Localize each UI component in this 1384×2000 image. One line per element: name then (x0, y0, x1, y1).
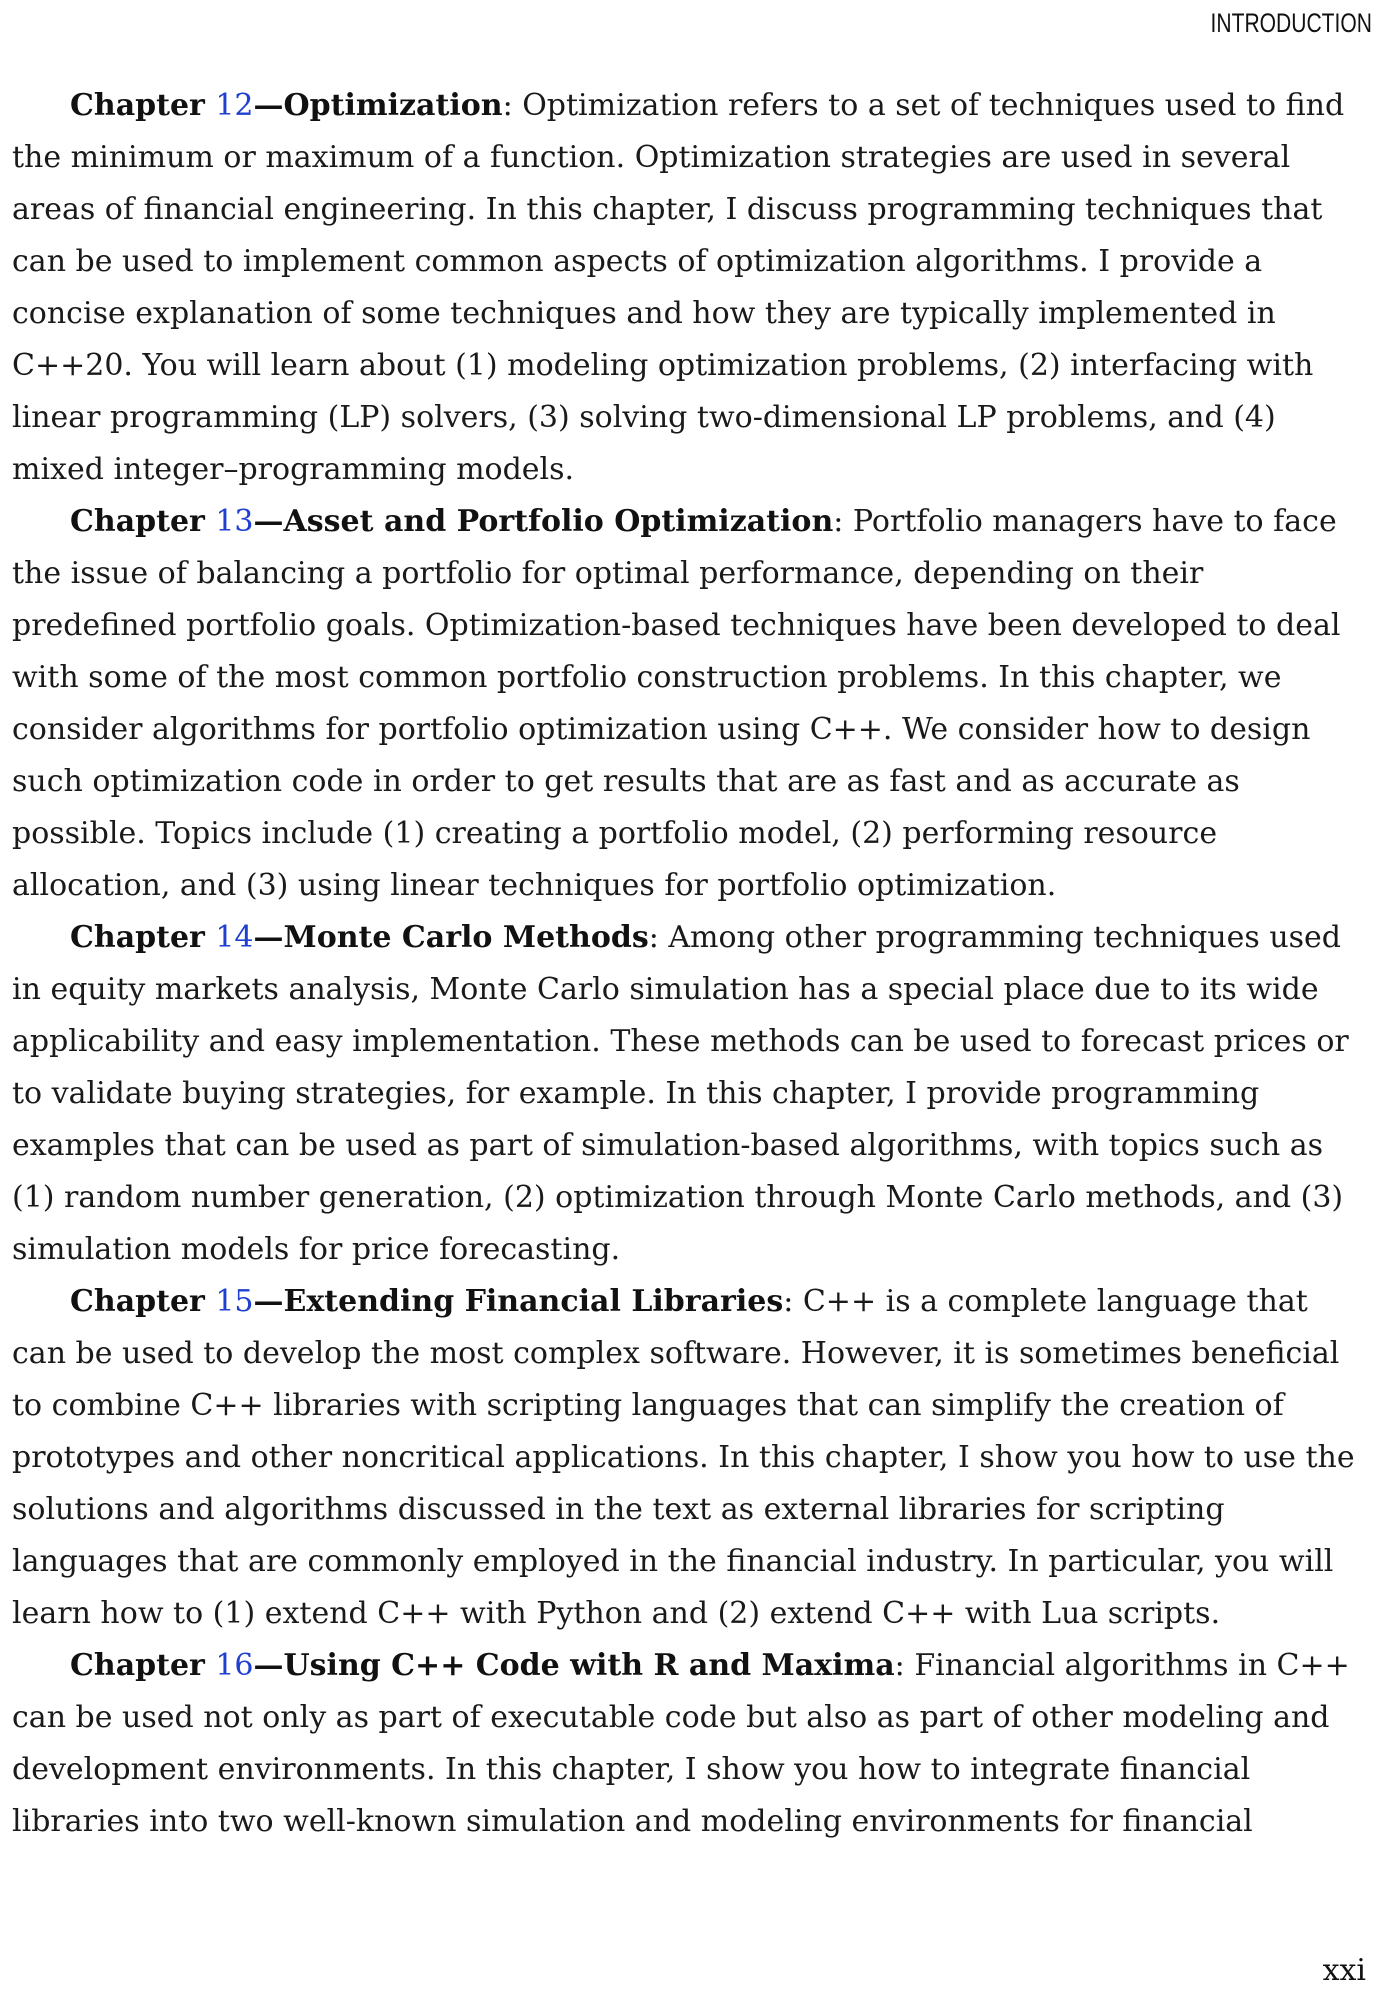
page-number: xxi (1322, 1953, 1366, 1988)
chapter-label: Chapter (70, 1648, 216, 1683)
chapter-15-link[interactable]: 15 (215, 1284, 254, 1319)
chapter-description: : Portfolio managers have to face the issue of balancing a portfolio for optimal performance, depending on their predefined portfolio goals. Optimization-based techniques have been developed to deal with some of the most common portfolio construction problems. In this chapter, we consider algorithms for portfolio optimization using C++. We consider how to design such optimization code in order to get results that are as fast and as accurate as possible. Topics include (1) creating a portfolio model, (2) performing resource allocation, and (3) using linear techniques for portfolio optimization. (12, 504, 1341, 903)
chapter-description: : C++ is a complete language that can be used to develop the most complex software. However, it is sometimes beneficial to combine C++ libraries with scripting languages that can simplify the creation of prototypes and other noncritical applications. In this chapter, I show you how to use the solutions and algorithms discussed in the text as external libraries for scripting languages that are commonly employed in the financial industry. In particular, you will learn how to (1) extend C++ with Python and (2) extend C++ with Lua scripts. (12, 1284, 1355, 1631)
chapter-title: —Asset and Portfolio Optimization (253, 504, 834, 539)
chapter-label: Chapter (70, 88, 216, 123)
running-head: INTRODUCTION (1210, 8, 1372, 38)
chapter-description: : Optimization refers to a set of techniques used to find the minimum or maximum of a function. Optimization strategies are used in several areas of financial engineering. In this chapter, I discuss programming techniques that can be used to implement common aspects of optimization algorithms. I provide a concise explanation of some techniques and how they are typically implemented in C++20. You will learn about (1) modeling optimization problems, (2) interfacing with linear programming (LP) solvers, (3) solving two-dimensional LP problems, and (4) mixed integer–programming models. (12, 88, 1345, 487)
chapter-12-paragraph (12, 80, 1357, 496)
chapter-13-link[interactable]: 13 (215, 504, 254, 539)
chapter-title: —Extending Financial Libraries (253, 1284, 784, 1319)
page-body (12, 80, 1357, 1848)
chapter-15-paragraph (12, 1276, 1357, 1640)
chapter-14-paragraph (12, 912, 1357, 1276)
chapter-label: Chapter (70, 920, 216, 955)
chapter-12-link[interactable]: 12 (215, 88, 254, 123)
chapter-title: —Monte Carlo Methods (253, 920, 649, 955)
chapter-13-paragraph (12, 496, 1357, 912)
chapter-description: : Financial algorithms in C++ can be used not only as part of executable code but also as part of other modeling and development environments. In this chapter, I show you how to integrate financial libraries into two well-known simulation and modeling environments for financial (12, 1648, 1350, 1839)
chapter-16-paragraph (12, 1640, 1357, 1848)
chapter-label: Chapter (70, 504, 216, 539)
chapter-title: —Optimization (253, 88, 503, 123)
chapter-14-link[interactable]: 14 (215, 920, 254, 955)
chapter-description: : Among other programming techniques used in equity markets analysis, Monte Carlo simulation has a special place due to its wide applicability and easy implementation. These methods can be used to forecast prices or to validate buying strategies, for example. In this chapter, I provide programming examples that can be used as part of simulation-based algorithms, with topics such as (1) random number generation, (2) optimization through Monte Carlo methods, and (3) simulation models for price forecasting. (12, 920, 1349, 1267)
chapter-16-link[interactable]: 16 (215, 1648, 254, 1683)
chapter-title: —Using C++ Code with R and Maxima (253, 1648, 895, 1683)
chapter-label: Chapter (70, 1284, 216, 1319)
